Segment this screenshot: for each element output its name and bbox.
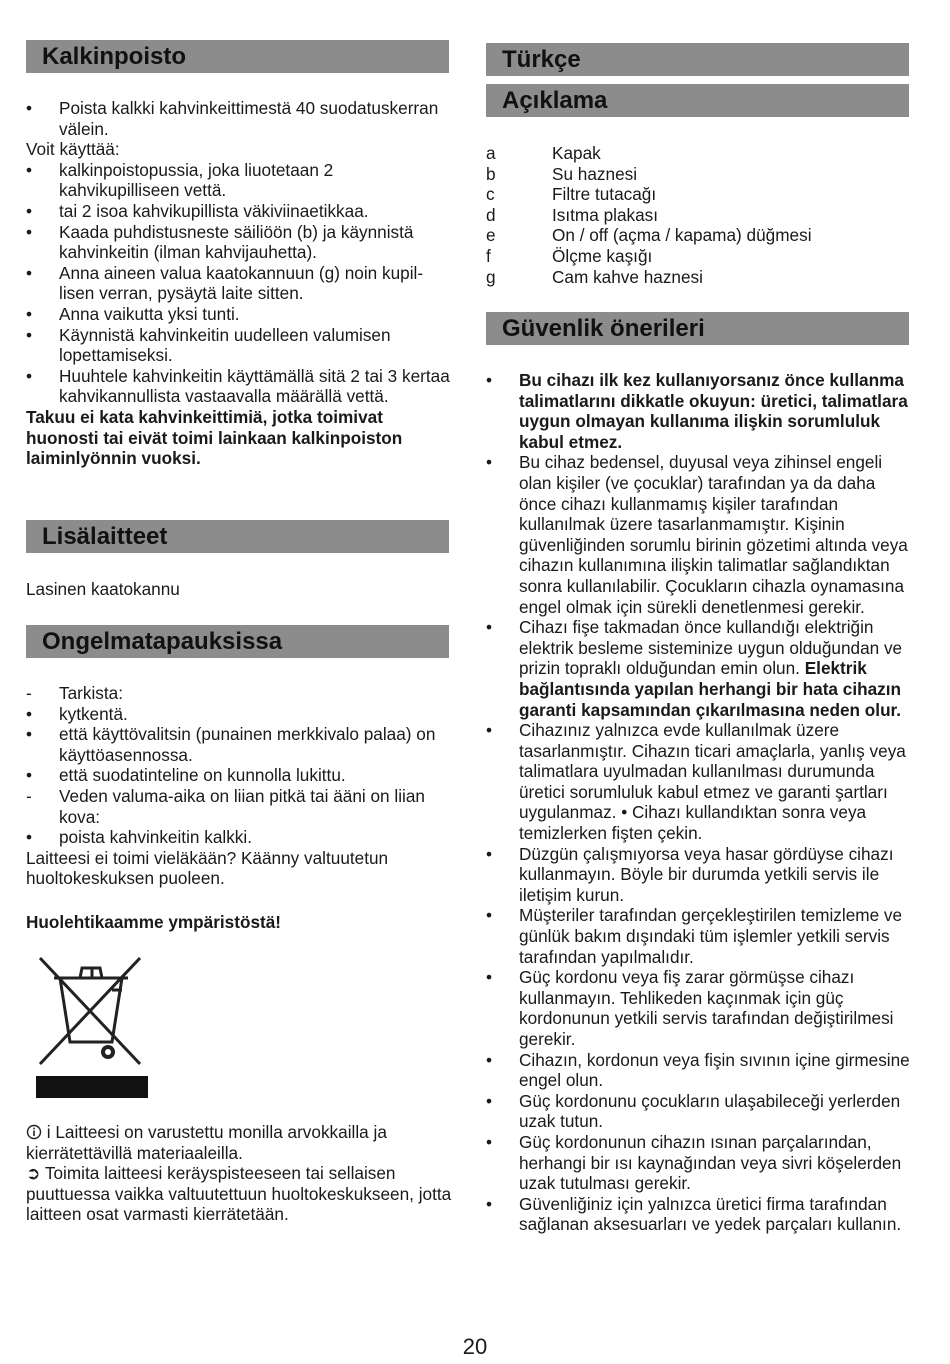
language-heading: Türkçe — [486, 43, 909, 76]
list-item: • Anna aineen valua kaatokannuun (g) noin kupil-lisen verran, pysäytä laite sitten. — [26, 262, 424, 304]
list-item: • Düzgün çalışmıyorsa veya hasar gördüyse cihazı kullanmayın. Böyle bir durumda yetkili servis ile iletişim kurun. — [486, 843, 894, 905]
list-item: • poista kahvinkeitin kalkki. — [26, 827, 252, 848]
list-item: • että käyttövalitsin (punainen merkkivalo palaa) on käyttöasennossa. — [26, 724, 436, 765]
list-item: • kalkinpoistopussia, joka liuotetaan 2 kahvikupilliseen vettä. — [26, 159, 334, 201]
list-item: • Cihazınız yalnızca evde kullanılmak üzere tasarlanmıştır. Cihazın ticari amaçlarla, yanlış veya talimatlara uyulmadan kullanılması durumunda üretici sorumluluk kabul etmez ve garanti şartları uygulanmaz. • Cihazı kullandıktan sonra veya temizlerken fişten çekin. — [486, 720, 906, 844]
environment-heading: Huolehtikaamme ympäristöstä! — [26, 912, 282, 932]
list-item: • Cihazın, kordonun veya fişin sıvının içine girmesine engel olun. — [486, 1049, 910, 1091]
list-item: • Kaada puhdistusneste säiliöön (b) ja käynnistä kahvinkeitin (ilman kahvijauhetta). — [26, 221, 414, 263]
info-line: i Laitteesi on varustettu monilla arvokkailla ja kierrätettävillä materiaaleilla. — [26, 1122, 387, 1163]
list-item: - Tarkista: — [26, 683, 123, 703]
list-item: • Anna vaikutta yksi tunti. — [26, 303, 240, 324]
recycling-info — [26, 1122, 452, 1225]
troubleshooting-list — [26, 683, 452, 889]
list-item: e On / off (açma / kapama) düğmesi — [486, 225, 812, 246]
list-item: Voit käyttää: — [26, 139, 120, 160]
list-item: d Isıtma plakası — [486, 204, 659, 225]
service-advice: Laitteesi ei toimi vieläkään? Käänny valtuutetun huoltokeskuksen puoleen. — [26, 847, 389, 889]
list-item: c Filtre tutacağı — [486, 184, 657, 205]
list-item: • Müşteriler tarafından gerçekleştirilen temizleme ve günlük bakım dışındaki tüm işlemler yetkili servis tarafından yapılmalıdır. — [486, 905, 903, 967]
list-item: • kytkentä. — [26, 703, 128, 724]
list-item: • Güç kordonunu çocukların ulaşabileceği yerlerden uzak tutun. — [486, 1090, 901, 1132]
guvenlik-heading: Güvenlik önerileri — [486, 312, 909, 345]
list-item: • Güvenliğiniz için yalnızca üretici firma tarafından sağlanan aksesuarları ve yedek parçaları kullanın. — [486, 1193, 902, 1235]
kalkinpoisto-list — [26, 98, 452, 469]
list-item: f Ölçme kaşığı — [486, 245, 653, 266]
crossed-out-wheelie-bin-icon — [36, 950, 148, 1105]
warranty-warning: Takuu ei kata kahvinkeittimiä, jotka toimivat huonosti tai eivät toimi lainkaan kalkinpoiston laiminlyönnin vuoksi. — [26, 406, 403, 469]
info-icon — [26, 1122, 42, 1142]
list-item: • Güç kordonunun cihazın ısınan parçalarından, herhangi bir ısı kaynağından veya sivri köşelerden uzak tutulması gerekir. — [486, 1131, 902, 1194]
list-item: • Güç kordonu veya fiş zarar görmüşse cihazı kullanmayın. Tehlikeden kaçınmak için güç kordonunun yetkili servis tarafından değiştirilmesi gerekir. — [486, 967, 894, 1049]
list-item: • tai 2 isoa kahvikupillista väkiviinaetikkaa. — [26, 200, 369, 221]
list-item: g Cam kahve haznesi — [486, 266, 703, 287]
list-item: • Käynnistä kahvinkeitin uudelleen valumisen lopettamiseksi. — [26, 324, 391, 366]
list-item: • Huuhtele kahvinkeitin käyttämällä sitä 2 tai 3 kertaa kahvikannullista vastaavalla määrällä vettä. — [26, 365, 450, 407]
list-item: • Bu cihaz bedensel, duyusal veya zihinsel engeli olan kişiler (ve çocuklar) tarafından ya da daha önce cihazı kullanmamış kişiler tarafından kullanılmak üzere tasarlanmamıştır. Kişinin güvenliğinden sorumlu birinin gözetimi altında veya cihazın kullanımına ilişkin talimatlar sağlandıktan sonra kullanılabilir. Çocukların cihazla oynamasına engel olmak için sürekli denetlenmesi gerekir. — [486, 452, 908, 617]
arrow-line: ➲ Toimita laitteesi keräyspisteeseen tai sellaisen puuttuessa vaikka valtuutettuun huoltokeskukseen, jotta laitteen osat varmasti kierrätetään. — [26, 1163, 452, 1225]
lisalaitteet-heading: Lisälaitteet — [26, 520, 449, 553]
aciklama-heading: Açıklama — [486, 84, 909, 117]
parts-list — [486, 143, 914, 287]
list-item: a Kapak — [486, 143, 601, 163]
list-item: • että suodatinteline on kunnolla lukittu. — [26, 765, 346, 786]
ongelma-heading: Ongelmatapauksissa — [26, 625, 449, 658]
kalkinpoisto-heading: Kalkinpoisto — [26, 40, 449, 73]
list-item: • Cihazı fişe takmadan önce kullandığı elektriğin elektrik besleme sisteminize uygun olduğundan ve prizin topraklı olduğundan emin olun. Elektrik bağlantısında yapılan herhangi bir hata cihazın garanti kapsamından çıkarılmasına neden olur. — [486, 617, 903, 720]
list-item: - Veden valuma-aika on liian pitkä tai ääni on liian kova: — [26, 785, 425, 827]
arrow-icon: ➲ — [26, 1163, 41, 1184]
list-item: • Bu cihazı ilk kez kullanıyorsanız önce kullanma talimatlarını dikkatle okuyun: üretici, talimatlara uygun olmayan kullanıma ilişkin sorumluluk kabul etmez. — [486, 370, 908, 452]
accessory-text: Lasinen kaatokannu — [26, 579, 180, 599]
list-item: b Su haznesi — [486, 163, 638, 184]
page-number: 20 — [462, 1334, 488, 1359]
safety-list — [486, 370, 914, 1235]
list-item: • Poista kalkki kahvinkeittimestä 40 suodatuskerran välein. — [26, 98, 439, 139]
